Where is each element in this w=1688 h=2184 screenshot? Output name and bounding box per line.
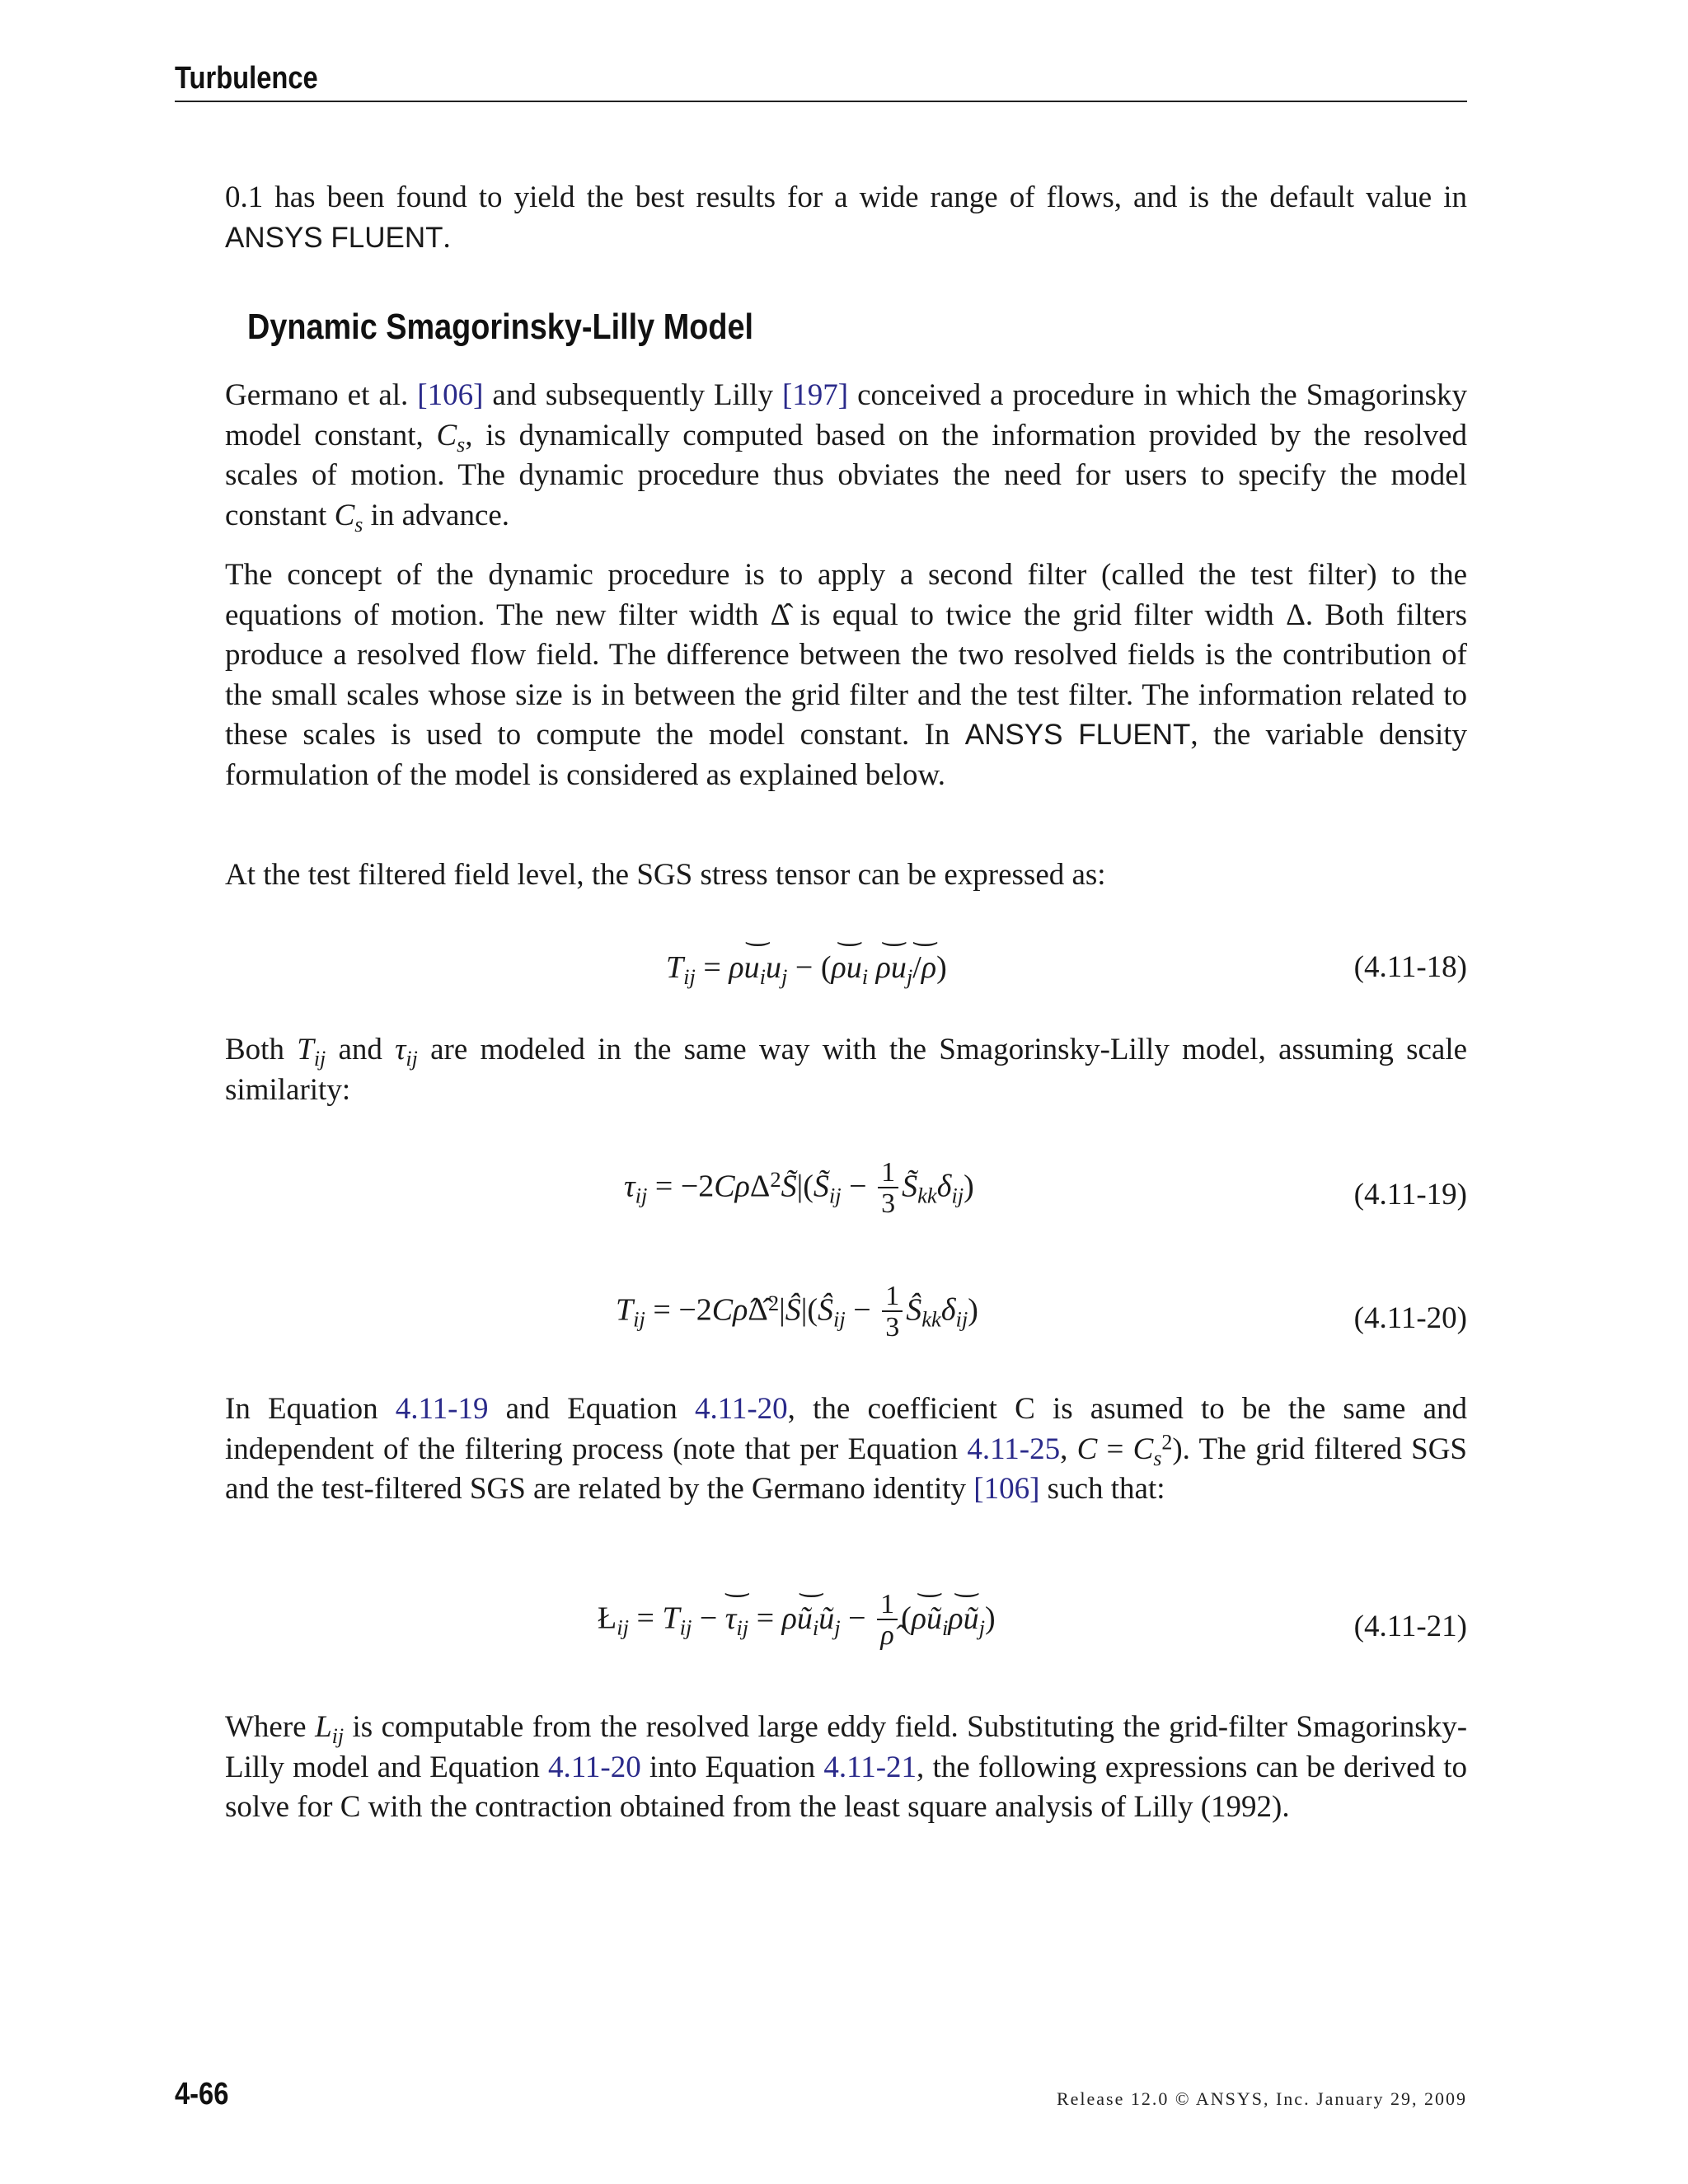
equation-number: (4.11-19)	[1353, 1178, 1467, 1212]
equation-link[interactable]: 4.11-19	[395, 1392, 489, 1426]
paragraph-test-filter: At the test filtered field level, the SGS stress tensor can be expressed as:	[225, 858, 1106, 892]
equation-link[interactable]: 4.11-25	[967, 1432, 1061, 1466]
citation-link[interactable]: [106]	[417, 378, 484, 412]
paragraph-germano: Germano et al. [106] and subsequently Lilly [197] conceived a procedure in which the Smagorinsky model constant, $C_s$, is dynamically computed based on the information provided by the resolved scales of motion. The dynamic procedure thus obviates the need for users to specify the model constant $C_s$ in advance.	[225, 378, 1467, 537]
equation-link[interactable]: 4.11-20	[548, 1750, 641, 1784]
equation-body: $T_{ij}$ = $-2C\rhô\Deltâ^2|Ŝ|(Ŝ_{ij}$ − $\frac{1}{3}$ $Ŝ_{kk}\delta_{ij}$)	[616, 1281, 978, 1343]
paragraph-where: Where $L_{ij}$ is computable from the resolved large eddy field. Substituting the grid-filter Smagorinsky-Lilly model and Equation 4.11-20 into Equation 4.11-21, the following expressions can be derived to solve for C with the contraction obtained from the least square analysis of Lilly (1992).	[225, 1710, 1468, 1824]
equation-4-11-21	[225, 1591, 1467, 1657]
paragraph-concept: The concept of the dynamic procedure is to apply a second filter (called the test filter) to the equations of motion. The new filter width Δ̂ is equal to twice the grid filter width Δ. Both filters produce a resolved flow field. The difference between the two resolved fields is the contribution of the small scales whose size is in between the grid filter and the test filter. The information related to these scales is used to compute the model constant. In ANSYS FLUENT, the variable density formulation of the model is considered as explained below.	[225, 558, 1468, 792]
equation-link[interactable]: 4.11-21	[823, 1750, 917, 1784]
section-heading: Dynamic Smagorinsky-Lilly Model	[247, 307, 754, 347]
product-name: ANSYS FLUENT	[225, 221, 443, 254]
product-name: ANSYS FLUENT	[964, 719, 1191, 751]
equation-4-11-18	[225, 949, 1467, 1015]
equation-body: $T_{ij}$ = ⌢ $\rho u_iu_j$ − (⌢ $\rho u_i$ ⌢ $\rho u_j/⌢$ ρ)	[666, 949, 947, 986]
page-number: 4-66	[175, 2077, 229, 2111]
equation-body: $\tau_{ij}$ = $-2C\rho\Delta^2S̃|(S̃_{ij}$ − $\frac{1}{3}$ $S̃_{kk}\delta_{ij}$)	[624, 1157, 974, 1219]
equation-number: (4.11-18)	[1353, 950, 1467, 984]
paragraph-coefficient: In Equation 4.11-19 and Equation 4.11-20, the coefficient C is asumed to be the same and independent of the filtering process (note that per Equation 4.11-25, $C = C_s^2$). The grid filtered SGS and the test-filtered SGS are related by the Germano identity [106] such that:	[225, 1392, 1468, 1506]
intro-paragraph: 0.1 has been found to yield the best results for a wide range of flows, and is the default value in ANSYS FLUENT.	[225, 180, 1467, 255]
header-rule	[175, 101, 1467, 102]
equation-number: (4.11-20)	[1353, 1301, 1467, 1335]
release-notice: Release 12.0 © ANSYS, Inc. January 29, 2009	[1056, 2088, 1467, 2109]
equation-number: (4.11-21)	[1353, 1610, 1467, 1643]
equation-4-11-19	[225, 1159, 1467, 1225]
equation-body: $Ł_{ij} = T_{ij}$ − ⌢ $\tau_{ij}$ = ⌢ $\rho ũ_iũ_j$ − $\frac{1}{\rhô}$ (⌢ $\rho ũ_i⌢$ $\rho ũ_j$)	[598, 1591, 996, 1652]
running-header: Turbulence	[175, 61, 318, 96]
equation-4-11-20	[225, 1282, 1467, 1348]
citation-link[interactable]: [106]	[973, 1472, 1040, 1506]
citation-link[interactable]: [197]	[781, 378, 849, 412]
equation-link[interactable]: 4.11-20	[694, 1392, 788, 1426]
paragraph-both: Both $T_{ij}$ and $\tau_{ij}$ are modeled in the same way with the Smagorinsky-Lilly model, assuming scale similarity:	[225, 1033, 1468, 1107]
intro-text: 0.1 has been found to yield the best results for a wide range of flows, and is the default value in	[225, 180, 1467, 214]
